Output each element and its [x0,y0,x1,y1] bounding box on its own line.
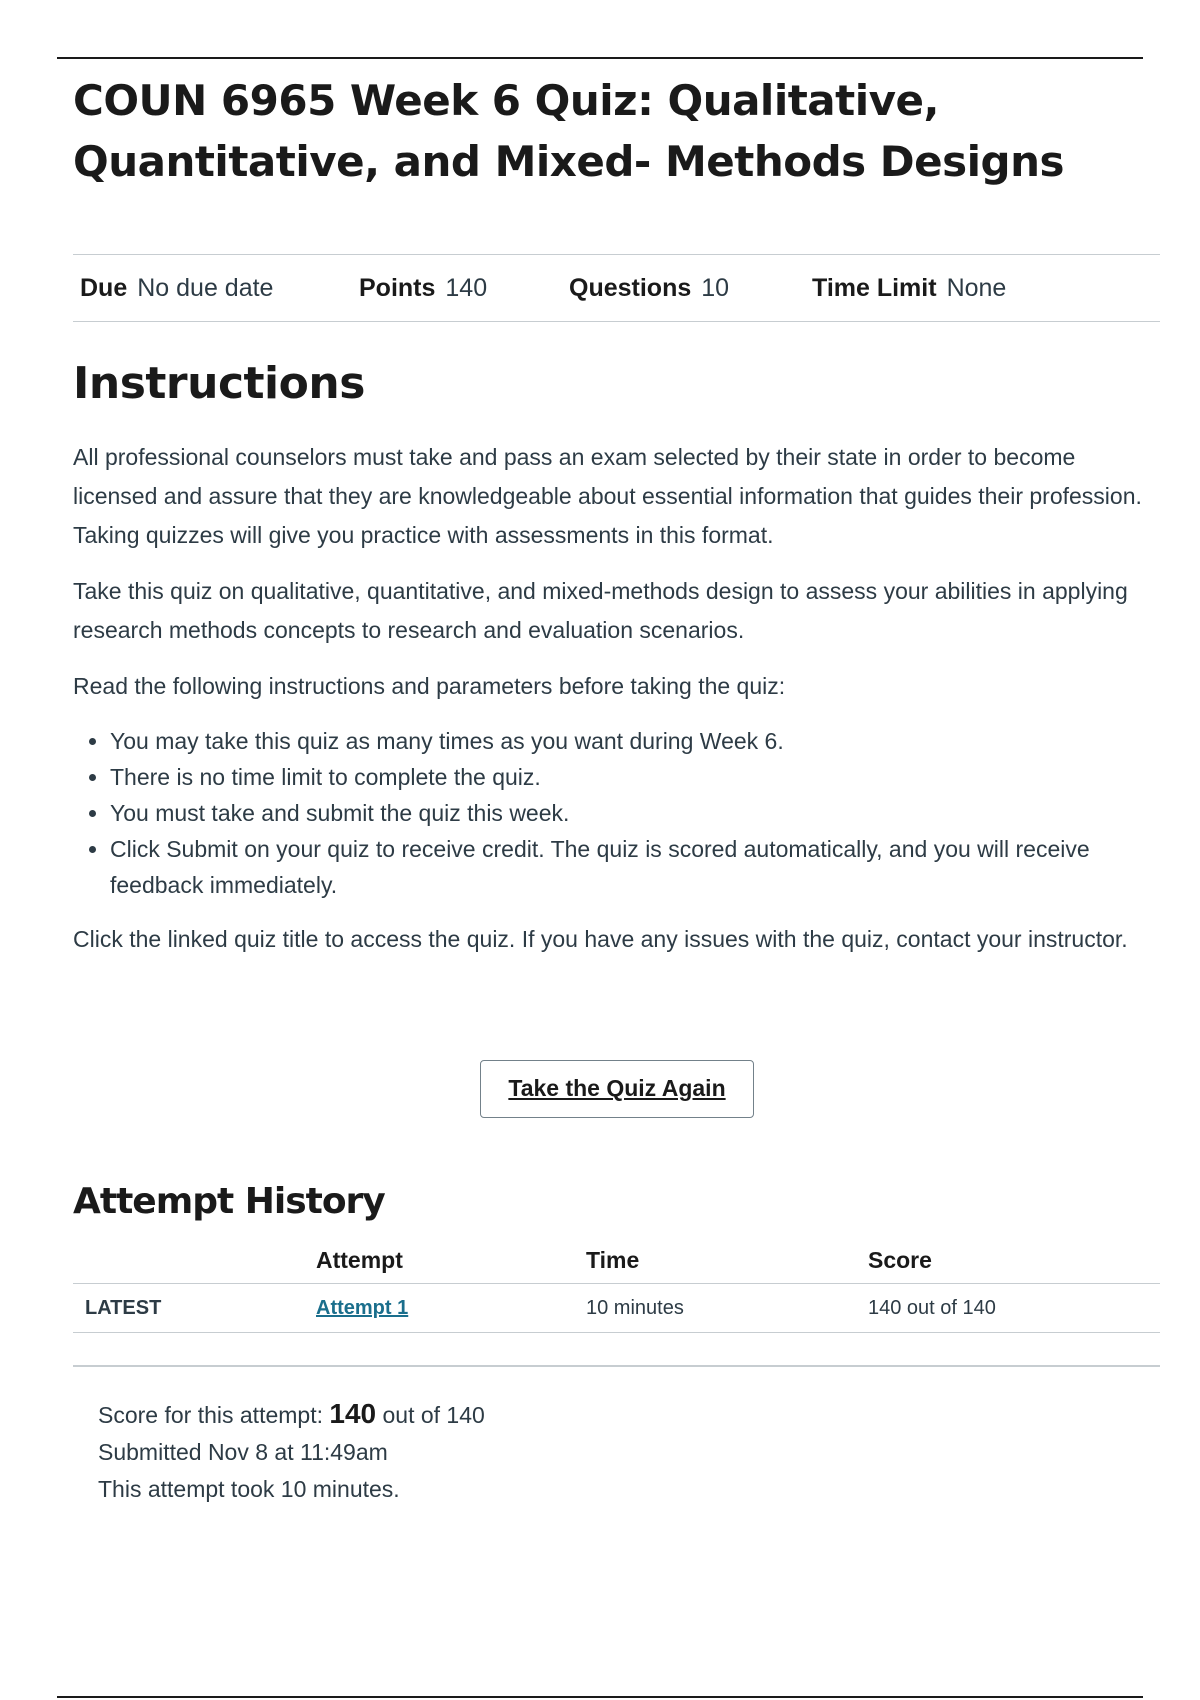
time-cell: 10 minutes [574,1284,856,1333]
instructions-list [73,723,1153,903]
score-value: 140 [329,1398,377,1429]
attempt-link[interactable]: Attempt 1 [316,1296,409,1319]
score-line [98,1395,485,1434]
meta-time-limit-value: None [946,274,1007,302]
submitted-line: Submitted Nov 8 at 11:49am [98,1439,388,1465]
meta-questions [569,255,729,321]
meta-questions-value: 10 [701,274,730,302]
table-header-row [73,1238,1160,1284]
attempt-history-heading: Attempt History [73,1181,385,1222]
take-quiz-again-button[interactable]: Take the Quiz Again [480,1060,754,1118]
meta-due-value: No due date [137,274,274,302]
instructions-paragraph: Take this quiz on qualitative, quantitative, and mixed-methods design to assess your abilities in applying research methods concepts to research and evaluation scenarios. [73,578,1128,643]
instructions-heading: Instructions [73,358,365,409]
instructions-paragraph: Click the linked quiz title to access the quiz. If you have any issues with the quiz, contact your instructor. [73,926,1128,952]
take-quiz-again-wrapper [480,1060,754,1118]
attempt-cell [304,1284,574,1333]
instructions-paragraph: All professional counselors must take and pass an exam selected by their state in order to become licensed and assure that they are knowledgeable about essential information that guides their profession. Taking quizzes will give you practice with assessments in this format. [73,444,1142,548]
instructions-body [73,438,1153,976]
bottom-rule [57,1696,1143,1698]
meta-points-label: Points [359,274,436,302]
instructions-paragraph: Read the following instructions and parameters before taking the quiz: [73,673,786,699]
top-rule [57,57,1143,59]
meta-points [359,255,487,321]
list-item: • There is no time limit to complete the quiz. [110,759,1153,795]
meta-points-value: 140 [445,274,488,302]
latest-badge: LATEST [73,1284,304,1333]
page-title: COUN 6965 Week 6 Quiz: Qualitative, Quantitative, and Mixed- Methods Designs [73,76,1064,186]
table-row [73,1284,1160,1333]
quiz-content [73,70,1160,1502]
meta-time-limit [812,255,1006,321]
score-cell: 140 out of 140 [856,1284,1160,1333]
meta-time-limit-label: Time Limit [812,274,937,302]
duration-line: This attempt took 10 minutes. [98,1476,400,1502]
list-item: • You may take this quiz as many times as you want during Week 6. [110,723,1153,759]
score-suffix: out of 140 [382,1402,485,1428]
score-prefix: Score for this attempt: [98,1402,323,1428]
column-header-tag [73,1238,304,1284]
meta-due-label: Due [80,274,128,302]
meta-due [80,255,273,321]
summary-divider [73,1365,1160,1367]
quiz-meta-bar [73,254,1160,322]
column-header-time: Time [574,1238,856,1284]
attempt-summary [98,1395,485,1508]
list-item: • Click Submit on your quiz to receive credit. The quiz is scored automatically, and you will receive feedback immediately. [110,831,1153,903]
column-header-attempt: Attempt [304,1238,574,1284]
list-item: • You must take and submit the quiz this week. [110,795,1153,831]
meta-questions-label: Questions [569,274,692,302]
attempt-history-table [73,1238,1160,1333]
column-header-score: Score [856,1238,1160,1284]
